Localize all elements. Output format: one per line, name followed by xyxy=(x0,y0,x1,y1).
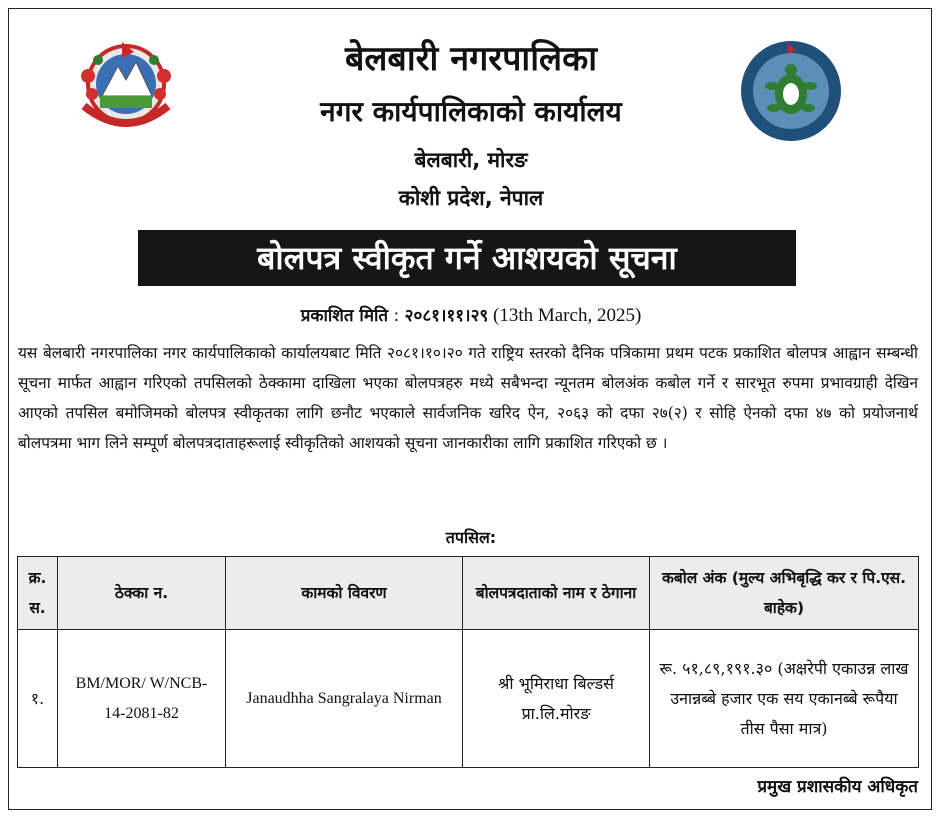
publish-date-separator: : xyxy=(388,306,405,326)
notice-body: यस बेलबारी नगरपालिका नगर कार्यपालिकाको कार्यालयबाट मिति २०८१।१०।२० गते राष्ट्रिय स्तरको दैनिक पत्रिकामा प्रथम पटक प्रकाशित बोलपत्र आह्वान सम्बन्धी सूचना मार्फत आह्वान गरिएको तपसिलको ठेक्कामा दाखिला भएका बोलपत्रहरु मध्ये सबैभन्दा न्यूनतम बोलअंक कबोल गर्ने र सारभूत रुपमा प्रभावग्राही देखिन आएको तपसिल बमोजिमको बोलपत्र स्वीकृतका लागि छनौट भएकाले सार्वजनिक खरिद ऐन, २०६३ को दफा २७(२) र सोहि ऐनको दफा ४७ को प्रयोजनार्थ बोलपत्रमा भाग लिने सम्पूर्ण बोलपत्रदाताहरूलाई स्वीकृतिको आशयको सूचना जानकारीका लागि प्रकाशित गरिएको छ । xyxy=(18,344,918,452)
cell-sn: १. xyxy=(18,630,58,768)
details-label: तपसिल: xyxy=(445,528,497,547)
cell-contract-no: BM/MOR/ W/NCB- 14-2081-82 xyxy=(58,630,226,768)
address-line-2: कोशी प्रदेश, नेपाल xyxy=(398,186,544,210)
cell-amount: रू. ५१,८९,१९१.३० (अक्षरेपी एकाउन्न लाख उनान्नब्बे हजार एक सय एकानब्बे रूपैया तीस पैसा मात्र) xyxy=(650,630,919,768)
cell-description: Janaudhha Sangralaya Nirman xyxy=(226,630,463,768)
address-line-1: बेलबारी, मोरङ xyxy=(414,148,528,172)
header-description: कामको विवरण xyxy=(226,557,463,630)
header-bidder: बोलपत्रदाताको नाम र ठेगाना xyxy=(463,557,650,630)
header-amount: कबोल अंक (मुल्य अभिबृद्धि कर र पि.एस. बाहेक) xyxy=(650,557,919,630)
notice-title-banner: बोलपत्र स्वीकृत गर्ने आशयको सूचना xyxy=(138,230,796,286)
publish-date-label: प्रकाशित मिति xyxy=(300,306,389,326)
office-name: नगर कार्यपालिकाको कार्यालय xyxy=(320,95,622,128)
table-row xyxy=(18,630,919,768)
publish-date-english: (13th March, 2025) xyxy=(488,305,642,326)
bid-table xyxy=(17,556,919,768)
header-sn: क्र. स. xyxy=(18,557,58,630)
signature-title: प्रमुख प्रशासकीय अधिकृत xyxy=(757,777,918,797)
publish-date-nepali: २०८१।११।२९ xyxy=(404,306,489,326)
header-contract-no: ठेक्का न. xyxy=(58,557,226,630)
cell-bidder: श्री भूमिराधा बिल्डर्स प्रा.लि.मोरङ xyxy=(463,630,650,768)
municipality-name: बेलबारी नगरपालिका xyxy=(344,39,598,79)
publish-date-line xyxy=(0,303,942,327)
table-header-row xyxy=(18,557,919,630)
